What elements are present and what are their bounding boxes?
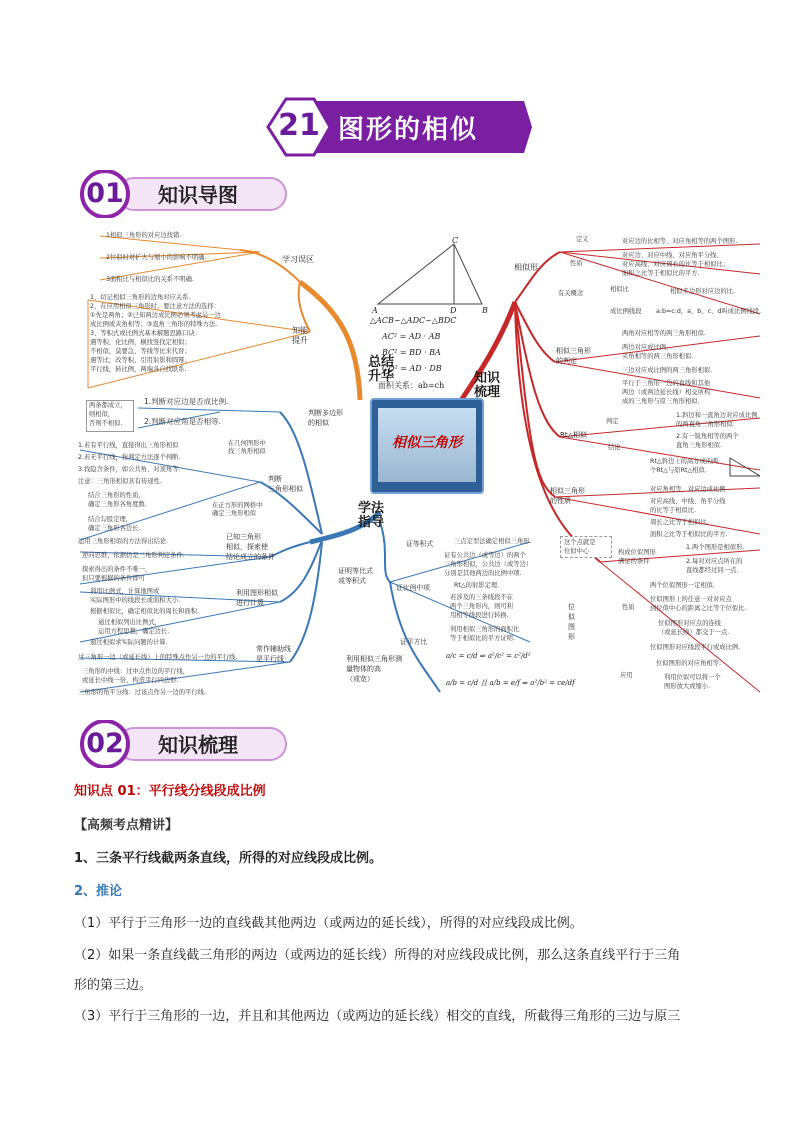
node-rt-similar: Rt△相似 xyxy=(560,431,587,439)
tip-line: 3、等积式或比例式基本解题思路口诀： xyxy=(90,330,202,337)
formula-ac: AC² = AD · AB xyxy=(382,332,441,341)
section-number: 02 xyxy=(86,728,124,759)
node-triangle-props: 相似三角形 的性质 xyxy=(550,487,585,505)
node-triangle-judge: 相似三角形 的判定 xyxy=(556,347,591,365)
note-box: 这个点就是 位似中心 xyxy=(560,536,612,558)
error-item: 2位似时対扩大与缩小的影响不明确. xyxy=(106,254,207,261)
section-label: 知识导图 xyxy=(158,183,238,207)
paragraph: 形的第三边。 xyxy=(74,978,153,993)
paragraph: （3）平行于三角形的一边，并且和其他两边（或两边的延长线）相交的直线，所截得三角形的三边与原三 xyxy=(74,1009,681,1024)
center-title: 相似三角形 xyxy=(392,435,462,451)
node-calc: 利用图形相似 进行计算 xyxy=(236,589,278,607)
mind-map: C A D B △ACB∽△ADC∽△BDC AC² = AD · AB BC² = BD · BA CD² = AD · DB 面积关系：ab=ch 相似三角形 总结 升华 知识 梳理 学法 指导 学习误区 1相似三角形的对应边找错. 2位似时対扩大与缩小的影响不明确. 3面积比与相似比的关系不明确. 知能 提升 1、切记相似三角形的边角对应关系. 2、在应用相似三角形时，要注意方法的选择： ①先是两角；②已知两边成比例必须考虑另一边 成比例或夹角相等；③直角三角形的特殊方法. 3、等积式或比例式基本解题思路口诀： 遇等积，化比例，横找竖找定相似； 不相似，莫要急，等线等比来代替； 遇等比，改等积，引用射影和圆幂； 平行线，转比例，两端各自找联系. 两条都成立， 则相似， 否则不相似. 1.判断对应边是否成比例. 2.判断对应角是否相等. 判断多边形 的相似 判断 三角形相似 在几何图形中 找三角形相似 在正方形的网格中 确定三角形相似 1.若有平行线，直接得出三角形相似 2.若无平行线，按判定方法逐个判断. 3.找隐含条件，如公共角、对顶角等. 注意：三角形相似具有传递性. 结合三角形的性质， 确定三角形各角度数. 结合勾股定理， 确定三角形各边长. 运用三角形相似的方法得出结论. 已知三角形 相似，探索使 结论成立的条件 逆向思维，依据仍是三角形判定条件. 探索得出的条件不唯一， 但只要根据的条件即可 利用图形相似 进行计算 利用比例式，计算地图或 实际图形中的线段长或面积大小. 根据相似比，确定相似比的周长和面积. 通过相似列出比例式， 运用方程思想，确定边长. 通过相似求实际问题的计算. 常作辅助线 是平行线 过三角形一边（或延长线）上的特殊点作另一边的平行线. 三角形的中线：过中点作边的平行线， 或延长中线一倍，构造平行四边形. 三角形的角平分线：过该点作另一边的平行线. 证明等比式 或等积式 证等积式 证比例中项 证平方比 三点定型法确定相似三角形. 证有公共边（或等边）的两个 三角形相似，公共边（或等边） 分别是其他两边的比例中项. Rt△的射影定理. 若涉及的三条线段不在 两个三角形内，则可利 用相等线段进行转换. 利用相似三角形的面积比 等于相似比的平方证明. a/c = c/d ⇒ a²/c² = c²/d² a/b = c/d 且 a/b = e/f ⇒ a²/b² = ce/df 利用相似三角形测 量物体的高 （或宽） 相似形 定义 对应边的比相等、对应角相等的两个图形. 性质 对应边、对应中线、对应角平分线、 对应高线、对应周长的比等于相似比； 面积之比等于相似比的平方. 有关概念 相似比 相似多边形对应边的比. 成比例线段 a:b=c:d，a、b、c、d叫成比例线段. 相似三角形 的判定 两角对应相等的两三角形相似. 两边对应成比例， 夹角相等的两三角形相似. 三边对应成比例的两三角形相似. 平行于三角形一边的直线和其他 两边（或两边延长线）相交所构 成的三角形与原三角形相似. Rt△相似 判定 结论 1.斜边和一直角边对应成比例 的两直角三角形相似. 2.有一锐角相等的两个 直角三角形相似. Rt△斜边上的高分成的两 个Rt△与原Rt△相似. 相似三角形 的性质 对应角相等，对应边成比例 对应高线、中线、角平分线 的比等于相似比. 周长之比等于相似比. 面积之比等于相似比的平方. 这个点就是 位似中心 位 似 图 形 构成位似图形 满足的条件 1.两个图形是相似形. 2.每对对应点所在的 直线都经过同一点. 性质 两个位似图形一定相似. 位似图形上的任意一对对应点 到位似中心的距离之比等于位似比. 位似图形对应点的连线 （或延长线）都交于一点. 位似图形对应线段平行或成比例. 位似图形的对应角相等. 应用 利用位似可以将一个 图形放大或缩小. xyxy=(60,222,760,700)
tip-line: 1、切记相似三角形的边角对应关系. xyxy=(90,294,191,301)
section-number: 01 xyxy=(86,178,124,209)
tip-line: 成比例或夹角相等；③直角三角形的特殊方法. xyxy=(90,321,218,328)
node-judge-polygon: 判断多边形 的相似 xyxy=(308,409,343,427)
node-measure: 利用相似三角形测 量物体的高 （或宽） xyxy=(346,655,402,683)
judge-item: 2.判断对应角是否相等. xyxy=(144,417,222,426)
node-homothety: 位 似 图 形 xyxy=(568,603,575,641)
branch-summary: 总结 升华 xyxy=(368,355,395,384)
tip-line: 2、在应用相似三角形时，要注意方法的选择： xyxy=(90,303,220,310)
node-proof: 证明等比式 或等积式 xyxy=(338,567,373,585)
highlight-heading: 【高频考点精讲】 xyxy=(74,818,179,833)
branch-review: 知识 梳理 xyxy=(474,371,501,400)
formula-cd: CD² = AD · DB xyxy=(382,364,442,373)
section-label: 知识梳理 xyxy=(158,733,238,757)
formula-similar: △ACB∽△ADC∽△BDC xyxy=(370,316,457,325)
paragraph: （1）平行于三角形一边的直线截其他两边（或两边的延长线），所得的对应线段成比例。 xyxy=(74,916,583,931)
paragraph-heading: 2、推论 xyxy=(74,884,123,899)
tip-line: 不相似，莫要急，等线等比来代替； xyxy=(90,348,191,355)
judge-item: 1.判断对应边是否成比例. xyxy=(144,397,229,406)
tip-line: ①先是两角；②已知两边成比例必须考虑另一边 xyxy=(90,312,221,319)
note-box: 两条都成立， 则相似， 否则不相似. xyxy=(86,400,134,432)
sub-judge: 在几何图形中 找三角形相似 xyxy=(228,440,266,455)
formula-bc: BC² = BD · BA xyxy=(382,348,441,357)
tip-line: 遇等比，改等积，引用射影和圆幂； xyxy=(90,357,191,364)
triangle-diagram xyxy=(378,244,482,304)
branch-method: 学法 指导 xyxy=(358,501,385,530)
node-learning-errors: 学习误区 xyxy=(282,255,314,264)
tip-line: 遇等积，化比例，横找竖找定相似； xyxy=(90,339,191,346)
error-item: 3面积比与相似比的关系不明确. xyxy=(106,276,194,283)
center-node xyxy=(370,398,484,494)
node-knowledge-up: 知能 提升 xyxy=(292,326,308,345)
formula-area: 面积关系：ab=ch xyxy=(378,381,445,390)
knowledge-point-title: 知识点 01：平行线分线段成比例 xyxy=(74,784,266,799)
node-judge-triangle: 判断 三角形相似 xyxy=(268,475,303,493)
node-similar-shapes: 相似形 xyxy=(514,263,538,272)
tip-line: 平行线，转比例，两端各自找联系. xyxy=(90,366,187,373)
chapter-title: 图形的相似 xyxy=(338,115,479,145)
paragraph: 1、三条平行线截两条直线，所得的对应线段成比例。 xyxy=(74,851,383,866)
node-aux-line: 常作辅助线 是平行线 xyxy=(256,645,291,663)
chapter-number: 21 xyxy=(278,108,320,143)
section-header-02 xyxy=(78,720,288,768)
sub-judge: 在正方形的网格中 确定三角形相似 xyxy=(212,502,263,517)
error-item: 1相似三角形的对应边找错. xyxy=(106,232,182,239)
paragraph: （2）如果一条直线截三角形的两边（或两边的延长线）所得的对应线段成比例，那么这条直线平行于三角 xyxy=(74,948,681,963)
section-header-01 xyxy=(78,170,288,218)
chapter-banner xyxy=(262,97,532,157)
node-explore: 已知三角形 相似，探索使 结论成立的条件 xyxy=(226,533,275,561)
